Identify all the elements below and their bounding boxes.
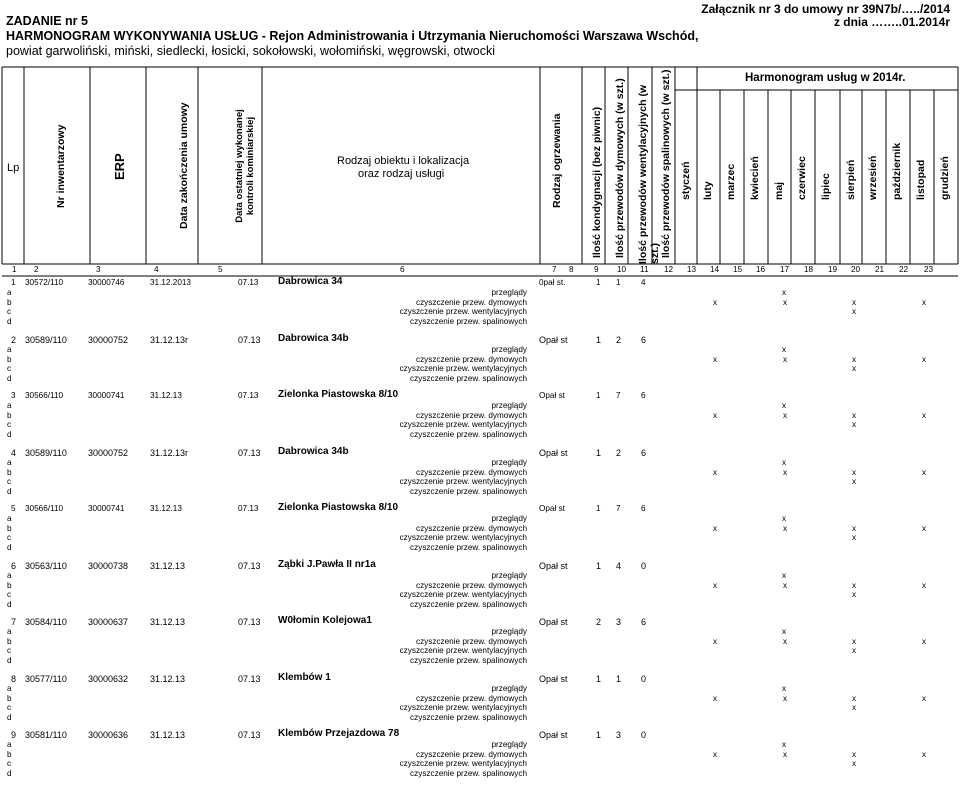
column-number-7: 7 (552, 265, 557, 274)
row-inventory-number: 30589/110 (25, 335, 67, 345)
column-number-18: 18 (804, 265, 814, 274)
row-lp: 3 (11, 391, 16, 400)
service-letter-b: b (7, 410, 12, 420)
row-smoke-ducts: 2 (616, 335, 622, 345)
mark-smoke-cleaning: x (713, 467, 718, 477)
row-object-name: Dabrowica 34b (278, 333, 349, 344)
column-object-header-line1: Rodzaj obiektu i lokalizacja (337, 155, 470, 167)
service-letter-b: b (7, 523, 12, 533)
service-label: przeglądy (491, 401, 527, 410)
row-smoke-ducts: 2 (616, 448, 622, 458)
row-inventory-number: 30589/110 (25, 448, 67, 458)
mark-smoke-cleaning: x (922, 467, 927, 477)
mark-smoke-cleaning: x (852, 410, 857, 420)
column-number-6: 6 (400, 265, 405, 274)
row-object-name: Dabrowica 34b (278, 446, 349, 457)
service-letter-c: c (7, 759, 12, 769)
row-object-name: W0łomin Kolejowa1 (278, 615, 372, 626)
month-header-10: październik (891, 142, 903, 200)
service-letter-d: d (7, 542, 12, 552)
row-floors: 1 (596, 561, 602, 571)
service-letter-a: a (7, 458, 12, 467)
month-header-2: luty (702, 181, 714, 200)
service-label: czyszczenie przew. dymowych (415, 354, 527, 364)
service-letter-d: d (7, 429, 12, 439)
service-label: czyszczenie przew. spalinowych (410, 429, 527, 439)
row-smoke-ducts: 7 (616, 504, 621, 513)
row-lp: 4 (11, 448, 17, 458)
mark-smoke-cleaning: x (852, 523, 857, 533)
service-label: czyszczenie przew. wentylacyjnych (399, 477, 527, 487)
row-floors: 1 (596, 391, 601, 400)
row-contract-end: 31.12.2013 (150, 278, 191, 287)
column-flue-ducts-header: Ilość przewodów spalinowych (w szt.) (660, 69, 672, 258)
service-letter-a: a (7, 288, 12, 297)
mark-inspection: x (782, 345, 787, 354)
mark-smoke-cleaning: x (783, 580, 788, 590)
row-contract-end: 31.12.13r (150, 448, 189, 458)
annex-date: z dnia ……..01.2014r (833, 15, 950, 29)
service-letter-a: a (7, 401, 12, 410)
column-number-20: 20 (851, 265, 861, 274)
mark-smoke-cleaning: x (922, 297, 927, 307)
service-label: czyszczenie przew. dymowych (415, 297, 527, 307)
row-smoke-ducts: 4 (616, 561, 622, 571)
row-erp: 30000738 (88, 561, 129, 571)
service-letter-d: d (7, 655, 12, 665)
service-letter-c: c (7, 364, 12, 374)
row-heating: Opał st (539, 561, 568, 571)
row-object-name: Dabrowica 34 (278, 276, 343, 287)
service-letter-d: d (7, 768, 12, 778)
row-floors: 1 (596, 448, 602, 458)
mark-smoke-cleaning: x (922, 693, 927, 703)
mark-smoke-cleaning: x (852, 636, 857, 646)
service-letter-a: a (7, 740, 12, 749)
document-title: HARMONOGRAM WYKONYWANIA USŁUG - Rejon Administrowania i Utrzymania Nieruchomości Warszawa Wschód, (6, 29, 699, 43)
service-letter-c: c (7, 590, 12, 600)
row-ventilation-ducts: 6 (641, 504, 646, 513)
mark-inspection: x (782, 684, 787, 693)
service-label: czyszczenie przew. wentylacyjnych (399, 590, 527, 600)
row-object-name: Ząbki J.Pawła II nr1a (278, 559, 376, 570)
service-label: czyszczenie przew. dymowych (415, 749, 527, 759)
mark-smoke-cleaning: x (713, 636, 718, 646)
mark-ventilation-cleaning: x (852, 646, 857, 656)
row-contract-end: 31.12.13 (150, 504, 182, 513)
row-object-name: Klembów Przejazdowa 78 (278, 728, 400, 739)
service-label: czyszczenie przew. wentylacyjnych (399, 759, 527, 769)
row-last-inspection: 07.13 (238, 504, 259, 513)
service-label: czyszczenie przew. dymowych (415, 410, 527, 420)
service-letter-c: c (7, 420, 12, 430)
column-contract-end-header: Data zakończenia umowy (178, 102, 190, 229)
column-number-16: 16 (756, 265, 766, 274)
column-number-21: 21 (875, 265, 885, 274)
column-number-19: 19 (828, 265, 838, 274)
mark-smoke-cleaning: x (852, 749, 857, 759)
row-last-inspection: 07.13 (238, 335, 261, 345)
column-number-15: 15 (733, 265, 743, 274)
mark-smoke-cleaning: x (852, 693, 857, 703)
service-label: czyszczenie przew. dymowych (415, 693, 527, 703)
row-erp: 30000741 (88, 504, 125, 513)
mark-smoke-cleaning: x (852, 297, 857, 307)
service-label: przeglądy (491, 345, 527, 354)
service-label: czyszczenie przew. wentylacyjnych (399, 703, 527, 713)
mark-smoke-cleaning: x (713, 580, 718, 590)
row-ventilation-ducts: 4 (641, 278, 646, 287)
month-header-5: maj (773, 181, 785, 200)
column-number-5: 5 (218, 265, 223, 274)
row-lp: 7 (11, 617, 17, 627)
row-heating: Opał st (539, 674, 568, 684)
schedule-title: Harmonogram usług w 2014r. (745, 72, 906, 84)
mark-smoke-cleaning: x (922, 580, 927, 590)
mark-smoke-cleaning: x (852, 467, 857, 477)
service-letter-b: b (7, 749, 12, 759)
mark-ventilation-cleaning: x (852, 307, 857, 317)
document-subtitle: powiat garwoliński, miński, siedlecki, łosicki, sokołowski, wołomiński, węgrowski, otwocki (6, 44, 496, 58)
column-number-2: 2 (34, 265, 39, 274)
mark-smoke-cleaning: x (783, 354, 788, 364)
mark-inspection: x (782, 401, 787, 410)
row-ventilation-ducts: 6 (641, 448, 647, 458)
service-letter-c: c (7, 307, 12, 317)
row-lp: 1 (11, 278, 16, 287)
row-erp: 30000752 (88, 448, 129, 458)
service-letter-d: d (7, 712, 12, 722)
service-label: czyszczenie przew. wentylacyjnych (399, 307, 527, 317)
month-header-12: grudzień (939, 156, 951, 200)
row-inventory-number: 30577/110 (25, 674, 67, 684)
row-lp: 8 (11, 674, 17, 684)
row-inventory-number: 30566/110 (25, 504, 64, 513)
service-letter-c: c (7, 703, 12, 713)
service-label: czyszczenie przew. dymowych (415, 523, 527, 533)
month-header-1: styczeń (680, 161, 692, 200)
row-last-inspection: 07.13 (238, 730, 261, 740)
row-heating: Opał st (539, 335, 568, 345)
column-number-17: 17 (780, 265, 790, 274)
column-number-3: 3 (96, 265, 101, 274)
row-last-inspection: 07.13 (238, 617, 261, 627)
column-number-8: 8 (569, 265, 574, 274)
row-smoke-ducts: 1 (616, 674, 622, 684)
month-header-9: wrzesień (867, 155, 879, 200)
row-erp: 30000636 (88, 730, 129, 740)
service-letter-b: b (7, 580, 12, 590)
row-contract-end: 31.12.13 (150, 730, 186, 740)
mark-smoke-cleaning: x (922, 636, 927, 646)
column-lp-header: Lp (7, 162, 20, 174)
mark-smoke-cleaning: x (713, 297, 718, 307)
service-label: czyszczenie przew. wentylacyjnych (399, 646, 527, 656)
row-last-inspection: 07.13 (238, 448, 261, 458)
mark-smoke-cleaning: x (852, 580, 857, 590)
service-label: czyszczenie przew. spalinowych (410, 599, 527, 609)
row-smoke-ducts: 3 (616, 730, 622, 740)
mark-ventilation-cleaning: x (852, 477, 857, 487)
mark-smoke-cleaning: x (783, 297, 788, 307)
service-letter-c: c (7, 533, 12, 543)
row-ventilation-ducts: 0 (641, 674, 647, 684)
mark-smoke-cleaning: x (783, 636, 788, 646)
row-last-inspection: 07.13 (238, 674, 261, 684)
service-letter-d: d (7, 316, 12, 326)
service-letter-a: a (7, 345, 12, 354)
mark-inspection: x (782, 458, 787, 467)
column-number-10: 10 (617, 265, 627, 274)
mark-smoke-cleaning: x (783, 749, 788, 759)
service-label: czyszczenie przew. dymowych (415, 580, 527, 590)
row-smoke-ducts: 7 (616, 391, 621, 400)
row-lp: 6 (11, 561, 17, 571)
row-inventory-number: 30572/110 (25, 278, 64, 287)
row-ventilation-ducts: 6 (641, 391, 646, 400)
row-inventory-number: 30581/110 (25, 730, 67, 740)
column-floors-header: Ilość kondygnacji (bez piwnic) (591, 106, 603, 258)
row-object-name: Klembów 1 (278, 672, 331, 683)
row-heating: Opał st (539, 391, 565, 400)
row-erp: 30000746 (88, 278, 125, 287)
annex-label: Załącznik nr 3 do umowy nr 39N7b/…../2014 (701, 2, 950, 16)
column-number-22: 22 (899, 265, 909, 274)
row-floors: 1 (596, 674, 602, 684)
mark-inspection: x (782, 740, 787, 749)
row-lp: 2 (11, 335, 17, 345)
column-erp-header: ERP (112, 153, 127, 180)
service-label: czyszczenie przew. dymowych (415, 467, 527, 477)
mark-smoke-cleaning: x (713, 693, 718, 703)
row-object-name: Zielonka Piastowska 8/10 (278, 502, 399, 513)
row-inventory-number: 30563/110 (25, 561, 67, 571)
row-heating: Opał st (539, 504, 565, 513)
service-letter-c: c (7, 477, 12, 487)
column-ventilation-ducts-header: Ilość przewodów wentylacyjnych (w szt.) (637, 84, 661, 264)
row-object-name: Zielonka Piastowska 8/10 (278, 389, 399, 400)
mark-smoke-cleaning: x (922, 749, 927, 759)
row-lp: 5 (11, 504, 16, 513)
service-label: czyszczenie przew. wentylacyjnych (399, 420, 527, 430)
row-floors: 1 (596, 278, 601, 287)
mark-ventilation-cleaning: x (852, 364, 857, 374)
mark-inspection: x (782, 627, 787, 636)
service-letter-d: d (7, 373, 12, 383)
service-letter-b: b (7, 354, 12, 364)
mark-ventilation-cleaning: x (852, 703, 857, 713)
column-number-13: 13 (687, 265, 697, 274)
mark-smoke-cleaning: x (783, 523, 788, 533)
service-label: przeglądy (491, 740, 527, 749)
row-contract-end: 31.12.13 (150, 561, 186, 571)
row-floors: 2 (596, 617, 602, 627)
service-label: przeglądy (491, 514, 527, 523)
service-letter-d: d (7, 599, 12, 609)
mark-smoke-cleaning: x (713, 749, 718, 759)
service-letter-b: b (7, 636, 12, 646)
month-header-7: lipiec (820, 173, 832, 200)
mark-smoke-cleaning: x (783, 467, 788, 477)
service-label: czyszczenie przew. spalinowych (410, 316, 527, 326)
service-label: czyszczenie przew. spalinowych (410, 655, 527, 665)
column-number-11: 11 (640, 265, 649, 274)
mark-smoke-cleaning: x (783, 693, 788, 703)
service-label: czyszczenie przew. spalinowych (410, 712, 527, 722)
row-heating: Opał st (539, 730, 568, 740)
mark-smoke-cleaning: x (922, 523, 927, 533)
service-label: przeglądy (491, 571, 527, 580)
task-number: ZADANIE nr 5 (6, 14, 88, 28)
service-label: przeglądy (491, 458, 527, 467)
month-header-11: listopad (915, 159, 927, 200)
mark-ventilation-cleaning: x (852, 590, 857, 600)
service-label: czyszczenie przew. dymowych (415, 636, 527, 646)
row-erp: 30000741 (88, 391, 125, 400)
service-letter-a: a (7, 684, 12, 693)
service-label: czyszczenie przew. spalinowych (410, 373, 527, 383)
column-smoke-ducts-header: Ilość przewodów dymowych (w szt.) (614, 78, 626, 258)
service-letter-b: b (7, 693, 12, 703)
mark-smoke-cleaning: x (713, 523, 718, 533)
row-lp: 9 (11, 730, 17, 740)
row-erp: 30000632 (88, 674, 129, 684)
month-header-6: czerwiec (796, 156, 808, 200)
service-label: przeglądy (491, 288, 527, 297)
service-letter-d: d (7, 486, 12, 496)
row-smoke-ducts: 3 (616, 617, 622, 627)
row-ventilation-ducts: 6 (641, 335, 647, 345)
column-number-23: 23 (924, 265, 934, 274)
service-letter-a: a (7, 627, 12, 636)
row-ventilation-ducts: 0 (641, 730, 647, 740)
column-number-14: 14 (710, 265, 720, 274)
row-inventory-number: 30584/110 (25, 617, 67, 627)
row-erp: 30000752 (88, 335, 129, 345)
service-letter-b: b (7, 467, 12, 477)
service-label: przeglądy (491, 627, 527, 636)
column-number-1: 1 (12, 265, 17, 274)
row-inventory-number: 30566/110 (25, 391, 64, 400)
column-inventory-header: Nr inwentarzowy (55, 124, 67, 208)
mark-smoke-cleaning: x (922, 410, 927, 420)
row-heating: Opał st (539, 448, 568, 458)
service-label: przeglądy (491, 684, 527, 693)
mark-smoke-cleaning: x (852, 354, 857, 364)
mark-inspection: x (782, 571, 787, 580)
service-label: czyszczenie przew. wentylacyjnych (399, 533, 527, 543)
month-header-8: sierpień (845, 159, 857, 200)
service-label: czyszczenie przew. spalinowych (410, 486, 527, 496)
row-ventilation-ducts: 0 (641, 561, 647, 571)
row-ventilation-ducts: 6 (641, 617, 647, 627)
row-erp: 30000637 (88, 617, 129, 627)
service-letter-c: c (7, 646, 12, 656)
row-last-inspection: 07.13 (238, 561, 261, 571)
mark-smoke-cleaning: x (713, 354, 718, 364)
column-object-header-line2: oraz rodzaj usługi (358, 168, 445, 180)
row-heating: 0pał st. (539, 278, 566, 287)
service-label: czyszczenie przew. spalinowych (410, 768, 527, 778)
row-contract-end: 31.12.13 (150, 391, 182, 400)
row-last-inspection: 07.13 (238, 278, 259, 287)
row-contract-end: 31.12.13 (150, 617, 186, 627)
column-number-9: 9 (594, 265, 599, 274)
row-contract-end: 31.12.13 (150, 674, 186, 684)
mark-ventilation-cleaning: x (852, 759, 857, 769)
month-header-4: kwiecień (749, 156, 761, 200)
column-number-12: 12 (664, 265, 674, 274)
mark-smoke-cleaning: x (713, 410, 718, 420)
row-last-inspection: 07.13 (238, 391, 259, 400)
mark-smoke-cleaning: x (783, 410, 788, 420)
month-header-3: marzec (725, 163, 737, 200)
service-label: czyszczenie przew. spalinowych (410, 542, 527, 552)
mark-inspection: x (782, 514, 787, 523)
row-floors: 1 (596, 335, 602, 345)
mark-inspection: x (782, 288, 787, 297)
mark-ventilation-cleaning: x (852, 420, 857, 430)
row-heating: Opał st (539, 617, 568, 627)
row-smoke-ducts: 1 (616, 278, 621, 287)
service-letter-a: a (7, 514, 12, 523)
mark-smoke-cleaning: x (922, 354, 927, 364)
column-heating-header: Rodzaj ogrzewania (551, 113, 563, 208)
service-letter-b: b (7, 297, 12, 307)
service-letter-a: a (7, 571, 12, 580)
row-floors: 1 (596, 730, 602, 740)
column-last-inspection-header: Data ostatniej wykonanej kontroli kominiarskiej (234, 109, 256, 223)
service-label: czyszczenie przew. wentylacyjnych (399, 364, 527, 374)
row-floors: 1 (596, 504, 601, 513)
row-contract-end: 31.12.13r (150, 335, 189, 345)
column-number-4: 4 (154, 265, 159, 274)
mark-ventilation-cleaning: x (852, 533, 857, 543)
